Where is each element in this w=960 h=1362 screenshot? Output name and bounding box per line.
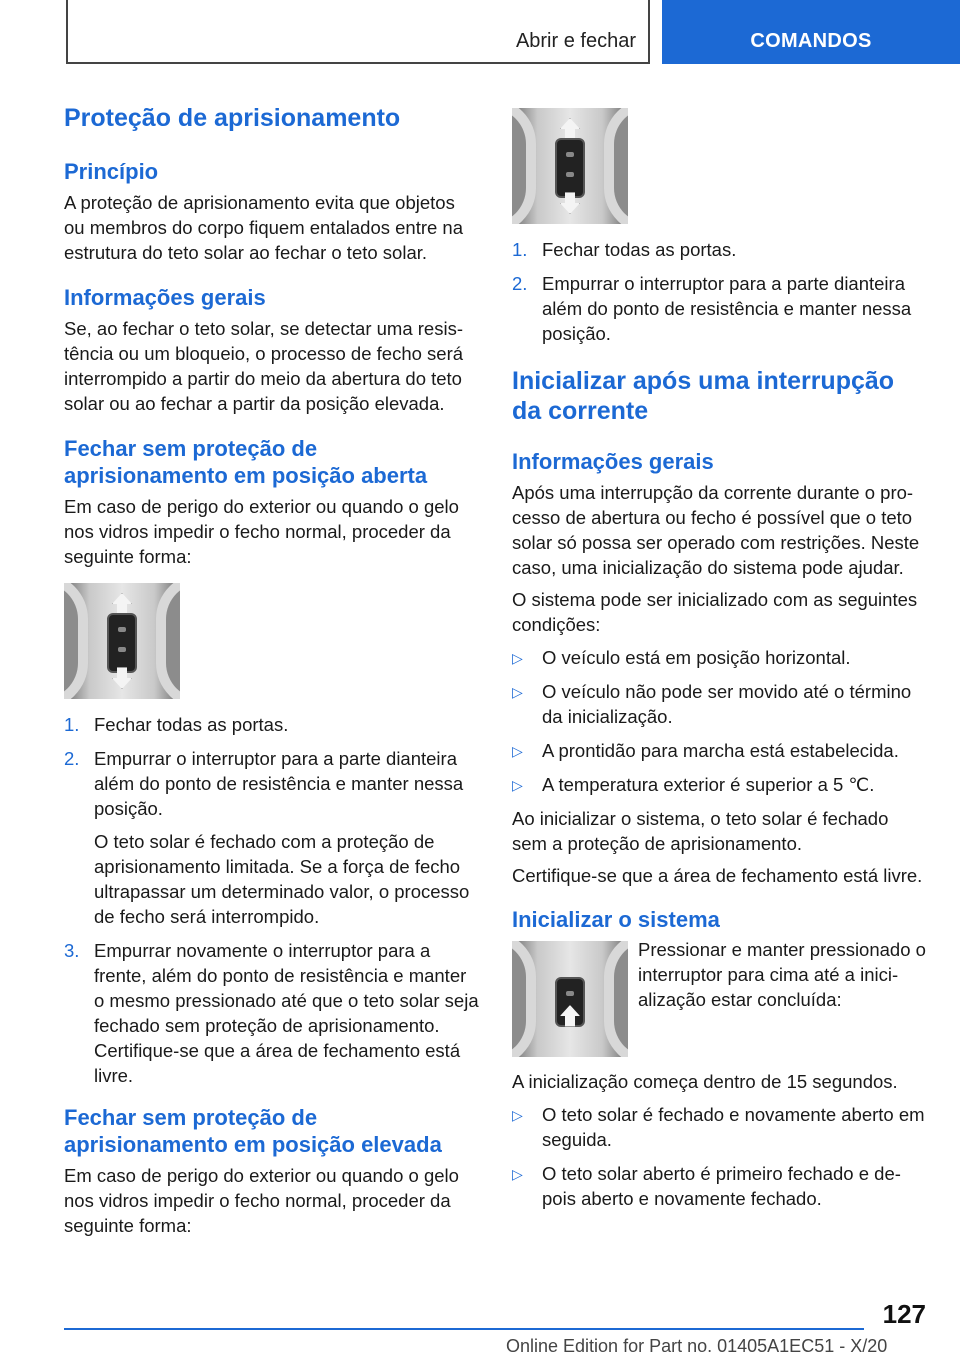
step-note: O teto solar é fechado com a proteção de aprisionamento limitada. Se a força de fecho ultrapassar um determinado valor, o processo de fecho será interrompido. bbox=[94, 831, 470, 927]
condition-text: O veículo não pode ser movido até o término da inicialização. bbox=[542, 681, 912, 727]
list-item bbox=[512, 738, 928, 763]
text-inicializar-sistema: Pressionar e manter pressionado o interruptor para cima até a inicialização estar concluída: bbox=[638, 939, 926, 1010]
section-title-inicializar: Inicializar após uma interrupção da corrente bbox=[512, 367, 895, 425]
step-text: Empurrar novamente o interruptor para a frente, além do ponto de resistência e manter o mesmo pressionado até que o teto solar seja fechado sem proteção de aprisionamento. Certifique-se que a área de fechamento está livre. bbox=[94, 940, 479, 1086]
triangle-bullet-icon: ▷ bbox=[512, 684, 523, 700]
condition-text: A prontidão para marcha está estabelecida. bbox=[542, 740, 899, 761]
footer-rule bbox=[64, 1328, 864, 1330]
heading-principio: Princípio bbox=[64, 159, 159, 184]
text-principio: A proteção de aprisionamento evita que objetos ou membros do corpo fiquem entalados entre na estrutura do teto solar ao fechar o teto solar. bbox=[64, 192, 464, 263]
page-number: 127 bbox=[882, 1299, 926, 1329]
list-item bbox=[512, 1161, 928, 1211]
steps-list-elevada bbox=[512, 237, 928, 346]
results-list bbox=[512, 1102, 928, 1211]
result-text: O teto solar é fechado e novamente aberto em seguida. bbox=[542, 1104, 925, 1150]
heading-posicao-aberta: Fechar sem proteção de aprisionamento em posição aberta bbox=[64, 436, 428, 488]
heading-posicao-elevada: Fechar sem proteção de aprisionamento em posição elevada bbox=[64, 1105, 442, 1157]
heading-info-gerais: Informações gerais bbox=[512, 449, 714, 474]
triangle-bullet-icon: ▷ bbox=[512, 650, 523, 666]
left-column bbox=[64, 100, 480, 1238]
switch-illustration bbox=[64, 583, 180, 699]
switch-illustration bbox=[512, 941, 628, 1057]
init-row bbox=[512, 937, 928, 1057]
list-item bbox=[512, 679, 928, 729]
sunroof-switch-icon bbox=[107, 613, 137, 673]
conditions-list bbox=[512, 645, 928, 797]
triangle-bullet-icon: ▷ bbox=[512, 1107, 523, 1123]
edition-note: Online Edition for Part no. 01405A1EC51 - X/20 bbox=[506, 1336, 888, 1356]
arrow-up-icon bbox=[560, 118, 580, 140]
step-number: 2. bbox=[64, 748, 80, 769]
step-text: Fechar todas as portas. bbox=[542, 239, 737, 260]
condition-text: O veículo está em posição horizontal. bbox=[542, 647, 851, 668]
list-item bbox=[64, 938, 480, 1088]
text-info-1: Após uma interrupção da corrente durante o processo de abertura ou fecho é possível que o teto solar só possa ser operado com restrições. Neste caso, uma inicialização do sistema pode ajudar. bbox=[512, 482, 920, 578]
arrow-up-icon bbox=[112, 593, 132, 615]
step-number: 1. bbox=[64, 714, 80, 735]
triangle-bullet-icon: ▷ bbox=[512, 1166, 523, 1182]
text-comeca: A inicialização começa dentro de 15 segundos. bbox=[512, 1071, 898, 1092]
heading-inicializar-sistema: Inicializar o sistema bbox=[512, 907, 720, 932]
header-section-title: Abrir e fechar bbox=[515, 30, 636, 52]
list-item bbox=[512, 645, 928, 670]
list-item bbox=[512, 237, 928, 262]
text-info-gerais: Se, ao fechar o teto solar, se detectar uma resistência ou um bloqueio, o processo de fecho será interrompido a partir do meio da abertura do teto solar ou ao fechar a partir da posição elevada. bbox=[64, 318, 464, 414]
step-text: Empurrar o interruptor para a parte dianteira além do ponto de resistência e manter nessa posição. bbox=[542, 273, 912, 344]
list-item bbox=[64, 746, 480, 929]
step-number: 2. bbox=[512, 273, 528, 294]
text-after-2: Certifique-se que a área de fechamento está livre. bbox=[512, 865, 923, 886]
list-item bbox=[512, 1102, 928, 1152]
triangle-bullet-icon: ▷ bbox=[512, 777, 523, 793]
section-title: Proteção de aprisionamento bbox=[64, 104, 401, 132]
text-info-2: O sistema pode ser inicializado com as seguintes condições: bbox=[512, 589, 918, 635]
step-number: 1. bbox=[512, 239, 528, 260]
right-column bbox=[512, 108, 928, 1220]
switch-illustration bbox=[512, 108, 628, 224]
sunroof-switch-icon bbox=[555, 138, 585, 198]
text-posicao-elevada: Em caso de perigo do exterior ou quando o gelo nos vidros impedir o fecho normal, proceder da seguinte forma: bbox=[64, 1165, 459, 1236]
list-item bbox=[512, 271, 928, 346]
step-text: Fechar todas as portas. bbox=[94, 714, 289, 735]
list-item bbox=[64, 712, 480, 737]
heading-info-gerais: Informações gerais bbox=[64, 285, 266, 310]
condition-text: A temperatura exterior é superior a 5 ℃. bbox=[542, 774, 875, 795]
triangle-bullet-icon: ▷ bbox=[512, 743, 523, 759]
text-posicao-aberta: Em caso de perigo do exterior ou quando o gelo nos vidros impedir o fecho normal, proceder da seguinte forma: bbox=[64, 496, 459, 567]
list-item bbox=[512, 772, 928, 797]
text-after-1: Ao inicializar o sistema, o teto solar é fechado sem a proteção de aprisionamento. bbox=[512, 808, 889, 854]
step-text: Empurrar o interruptor para a parte dianteira além do ponto de resistência e manter nessa posição. bbox=[94, 748, 464, 819]
result-text: O teto solar aberto é primeiro fechado e depois aberto e novamente fechado. bbox=[542, 1163, 901, 1209]
step-number: 3. bbox=[64, 940, 80, 961]
steps-list-aberta bbox=[64, 712, 480, 1088]
header-chapter-tab: COMANDOS bbox=[662, 0, 960, 64]
